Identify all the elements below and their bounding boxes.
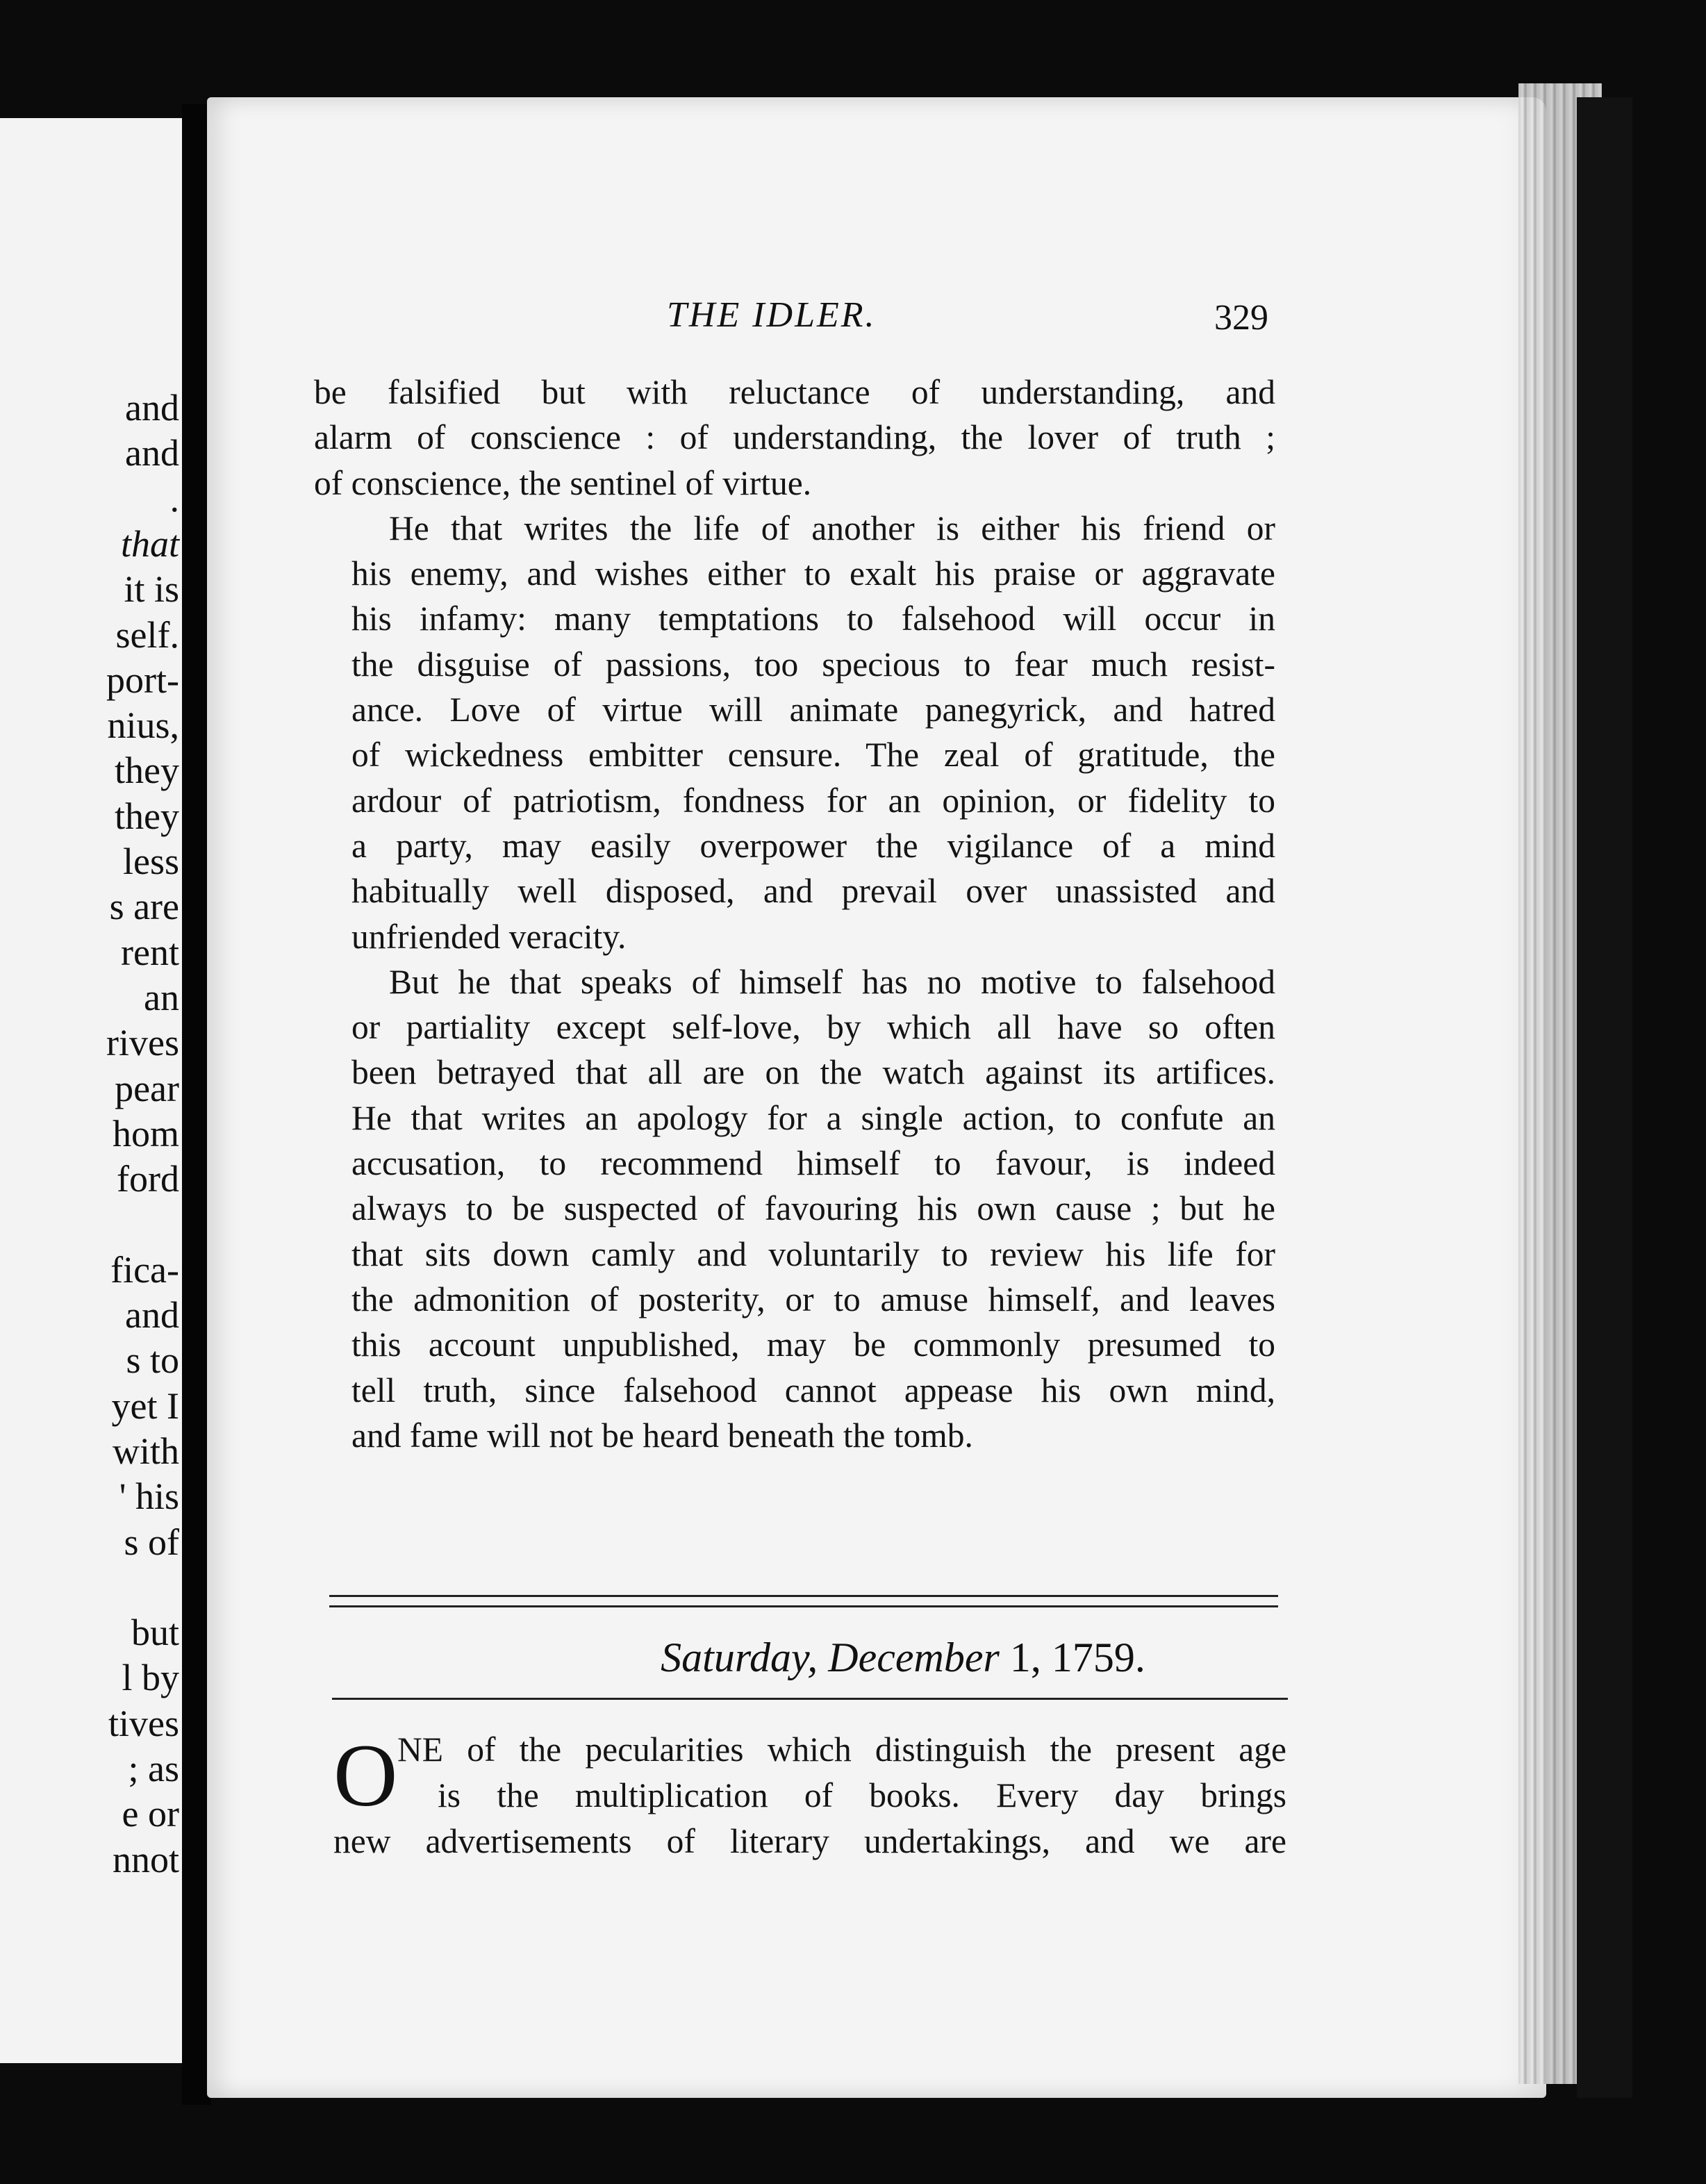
date-month: December — [828, 1635, 1000, 1680]
left-page-fragment: port- — [106, 659, 179, 701]
text-line: accusation, to recommend himself to favour, is indeed — [351, 1144, 1275, 1183]
book-spine-shadow — [1577, 97, 1632, 2098]
essay-date-heading — [0, 1634, 1706, 1682]
left-page-fragment: s are — [109, 886, 179, 928]
date-rest: 1, 1759. — [1009, 1635, 1145, 1680]
left-page-fragment: they — [115, 795, 179, 837]
text-line: or partiality except self-love, by which all have so often — [351, 1008, 1275, 1047]
text-line: ance. Love of virtue will animate panegyrick, and hatred — [351, 690, 1275, 729]
essay-line: new advertisements of literary undertakings, and we are — [333, 1822, 1286, 1860]
left-page-fragment: l by — [122, 1657, 179, 1699]
left-page-fragment: but — [131, 1612, 179, 1654]
paragraph — [314, 506, 1275, 959]
text-line: his infamy: many temptations to falsehood will occur in — [351, 599, 1275, 638]
text-line: But he that speaks of himself has no motive to falsehood — [389, 962, 1275, 1001]
text-line: and fame will not be heard beneath the tomb. — [351, 1416, 973, 1455]
text-line: He that writes the life of another is either his friend or — [389, 508, 1275, 547]
previous-page — [0, 118, 185, 2063]
double-rule-divider — [329, 1595, 1278, 1607]
left-page-fragment: and — [125, 387, 179, 429]
text-line: this account unpublished, may be commonly presumed to — [351, 1325, 1275, 1364]
date-day: Saturday, — [661, 1635, 818, 1680]
left-page-fragment: nius, — [107, 704, 179, 747]
essay-opening — [333, 1727, 1286, 1864]
body-text — [314, 370, 1275, 1458]
left-page-fragment: and — [125, 432, 179, 474]
left-page-fragment: they — [115, 750, 179, 792]
text-line: that sits down camly and voluntarily to review his life for — [351, 1234, 1275, 1273]
text-line: the disguise of passions, too specious to fear much resist- — [351, 645, 1275, 684]
left-page-fragment: s of — [124, 1521, 179, 1563]
text-line: unfriended veracity. — [351, 917, 627, 956]
text-line: his enemy, and wishes either to exalt his praise or aggravate — [351, 554, 1275, 593]
left-page-fragment: pear — [115, 1067, 179, 1109]
text-line: been betrayed that all are on the watch against its artifices. — [351, 1053, 1275, 1092]
single-rule-divider — [332, 1698, 1288, 1700]
left-page-fragment: yet I — [111, 1384, 179, 1427]
page-number: 329 — [1214, 298, 1268, 338]
left-page-fragment: tives — [108, 1702, 179, 1744]
text-line: He that writes an apology for a single action, to confute an — [351, 1098, 1275, 1137]
left-page-fragment: it is — [124, 568, 179, 611]
left-page-fragment: self. — [115, 613, 179, 656]
text-line: ardour of patriotism, fondness for an opinion, or fidelity to — [351, 781, 1275, 820]
left-page-fragment: and — [125, 1294, 179, 1336]
text-line: habitually well disposed, and prevail over unassisted and — [351, 872, 1275, 911]
text-line: of wickedness embitter censure. The zeal of gratitude, the — [351, 736, 1275, 775]
left-page-fragment: rent — [121, 931, 179, 973]
running-head: THE IDLER. — [667, 295, 877, 335]
left-page-fragment: hom — [112, 1112, 179, 1155]
left-page-fragment: fica- — [110, 1248, 179, 1291]
left-page-fragment: rives — [106, 1022, 179, 1064]
left-page-fragment: s to — [126, 1339, 179, 1382]
text-line: of conscience, the sentinel of virtue. — [314, 463, 812, 502]
left-page-fragment: ; as — [128, 1748, 179, 1789]
left-page-fragment: an — [144, 976, 179, 1018]
essay-line: is the multiplication of books. Every day brings — [438, 1776, 1286, 1814]
left-page-fragment: nnot — [112, 1838, 179, 1880]
text-line: tell truth, since falsehood cannot appease his own mind, — [351, 1371, 1275, 1409]
left-page-fragment: . — [169, 477, 179, 520]
paragraph — [314, 370, 1275, 506]
left-page-fragment: e or — [122, 1793, 179, 1835]
text-line: the admonition of posterity, or to amuse himself, and leaves — [351, 1280, 1275, 1318]
text-line: alarm of conscience : of understanding, the lover of truth ; — [314, 418, 1275, 457]
left-page-fragment: that — [120, 522, 179, 565]
text-line: a party, may easily overpower the vigilance of a mind — [351, 826, 1275, 865]
left-page-fragment: ford — [117, 1158, 179, 1200]
drop-cap: O — [333, 1726, 398, 1825]
essay-line: NE of the pecularities which distinguish the present age — [397, 1730, 1286, 1769]
text-line: always to be suspected of favouring his own cause ; but he — [351, 1189, 1275, 1228]
left-page-fragment: with — [112, 1430, 179, 1472]
left-page-fragment: ' his — [119, 1475, 179, 1518]
paragraph — [314, 959, 1275, 1458]
text-line: be falsified but with reluctance of understanding, and — [314, 373, 1275, 411]
left-page-fragment: less — [123, 841, 179, 882]
